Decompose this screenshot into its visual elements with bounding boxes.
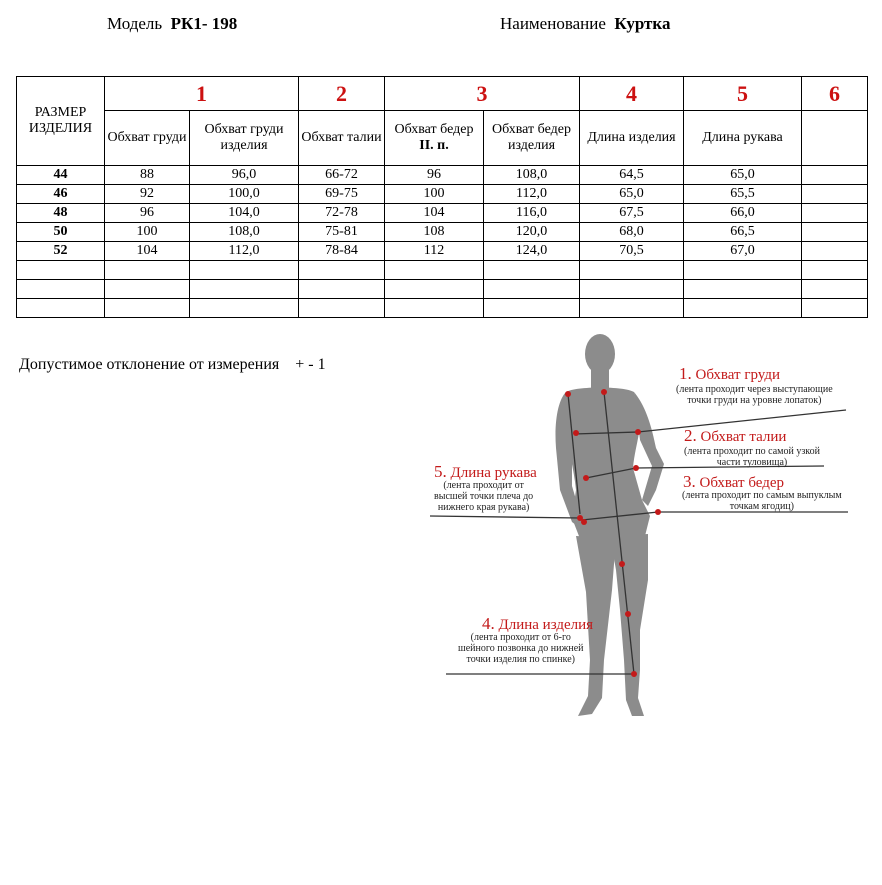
table-cell: [385, 280, 484, 299]
size-cell: 50: [17, 223, 105, 242]
size-cell: [17, 280, 105, 299]
table-cell: [802, 242, 868, 261]
size-cell: [17, 299, 105, 318]
group-number-1: 1: [105, 77, 299, 111]
group-number-2: 2: [299, 77, 385, 111]
size-header: РАЗМЕР ИЗДЕЛИЯ: [17, 77, 105, 166]
note-length: (лента проходит от 6-го шейного позвонка до нижней точки изделия по спинке): [458, 632, 584, 665]
tolerance-text: Допустимое отклонение от измерения: [19, 356, 280, 373]
name-value: Куртка: [614, 14, 671, 33]
table-cell: [105, 261, 190, 280]
label-length: 4. Длина изделия: [482, 614, 594, 633]
table-cell: [484, 299, 580, 318]
label-sleeve: 5. Длина рукава: [434, 462, 537, 481]
table-row: [17, 204, 868, 223]
table-cell: 67,5: [580, 204, 684, 223]
table-cell: 120,0: [484, 223, 580, 242]
name-header: [500, 14, 670, 34]
group-number-3: 3: [385, 77, 580, 111]
table-cell: [802, 166, 868, 185]
label-waist: 2. Обхват талии: [684, 426, 787, 445]
table-cell: 66,0: [684, 204, 802, 223]
size-cell: 48: [17, 204, 105, 223]
table-cell: [190, 299, 299, 318]
table-cell: [385, 261, 484, 280]
table-cell: [385, 299, 484, 318]
note-hips: (лента проходит по самым выпуклым точкам ягодиц): [682, 490, 842, 512]
size-cell: 52: [17, 242, 105, 261]
table-cell: 75-81: [299, 223, 385, 242]
table-cell: [684, 299, 802, 318]
table-cell: 70,5: [580, 242, 684, 261]
table-cell: [802, 261, 868, 280]
column-header: Обхват бедер II. п.: [385, 111, 484, 166]
table-cell: [802, 223, 868, 242]
column-header: Длина изделия: [580, 111, 684, 166]
note-chest: (лента проходит через выступающие точки груди на уровне лопаток): [676, 384, 833, 406]
table-cell: [802, 299, 868, 318]
measurement-diagram: [426, 330, 866, 720]
table-cell: 88: [105, 166, 190, 185]
name-label: Наименование: [500, 14, 606, 33]
table-cell: [802, 280, 868, 299]
note-sleeve: (лента проходит от высшей точки плеча до нижнего края рукава): [434, 480, 534, 513]
table-row: [17, 185, 868, 204]
table-cell: 100: [105, 223, 190, 242]
table-cell: 78-84: [299, 242, 385, 261]
table-cell: 112: [385, 242, 484, 261]
table-row: [17, 223, 868, 242]
tolerance-note: [19, 356, 326, 374]
size-cell: 46: [17, 185, 105, 204]
label-hips: 3. Обхват бедер: [683, 472, 785, 491]
table-cell: [684, 261, 802, 280]
model-value: РК1- 198: [170, 14, 238, 33]
table-cell: 100: [385, 185, 484, 204]
table-cell: 72-78: [299, 204, 385, 223]
table-cell: 108,0: [484, 166, 580, 185]
table-cell: [484, 280, 580, 299]
table-cell: 66-72: [299, 166, 385, 185]
table-row: [17, 299, 868, 318]
table-cell: [105, 280, 190, 299]
table-cell: 108,0: [190, 223, 299, 242]
table-cell: 104: [105, 242, 190, 261]
table-cell: 124,0: [484, 242, 580, 261]
table-cell: 65,0: [684, 166, 802, 185]
table-cell: 96: [105, 204, 190, 223]
group-number-6: 6: [802, 77, 868, 111]
table-cell: 92: [105, 185, 190, 204]
table-row: [17, 242, 868, 261]
table-cell: 67,0: [684, 242, 802, 261]
table-cell: 96,0: [190, 166, 299, 185]
table-cell: [299, 280, 385, 299]
model-label: Модель: [107, 14, 163, 33]
table-row: [17, 166, 868, 185]
table-cell: [580, 299, 684, 318]
table-cell: [299, 299, 385, 318]
table-cell: 104: [385, 204, 484, 223]
table-cell: 104,0: [190, 204, 299, 223]
column-header: [802, 111, 868, 166]
table-cell: 64,5: [580, 166, 684, 185]
column-header: Обхват бедер изделия: [484, 111, 580, 166]
size-table: [16, 76, 868, 318]
tolerance-value: + - 1: [295, 356, 326, 373]
column-header: Обхват груди: [105, 111, 190, 166]
table-cell: [684, 280, 802, 299]
size-cell: 44: [17, 166, 105, 185]
column-header: Обхват груди изделия: [190, 111, 299, 166]
table-cell: [580, 280, 684, 299]
table-cell: [105, 299, 190, 318]
table-cell: 66,5: [684, 223, 802, 242]
table-cell: 65,0: [580, 185, 684, 204]
table-row: [17, 280, 868, 299]
table-cell: 69-75: [299, 185, 385, 204]
table-cell: [802, 185, 868, 204]
table-row: [17, 261, 868, 280]
size-cell: [17, 261, 105, 280]
column-header: Длина рукава: [684, 111, 802, 166]
table-cell: 108: [385, 223, 484, 242]
table-cell: [190, 261, 299, 280]
table-cell: 116,0: [484, 204, 580, 223]
table-cell: [484, 261, 580, 280]
table-cell: 100,0: [190, 185, 299, 204]
table-cell: 96: [385, 166, 484, 185]
table-cell: 65,5: [684, 185, 802, 204]
table-cell: [190, 280, 299, 299]
table-cell: [802, 204, 868, 223]
label-chest: 1. Обхват груди: [679, 364, 781, 383]
group-number-5: 5: [684, 77, 802, 111]
table-cell: [299, 261, 385, 280]
table-cell: 112,0: [484, 185, 580, 204]
table-cell: 112,0: [190, 242, 299, 261]
table-cell: [580, 261, 684, 280]
model-header: [107, 14, 237, 34]
group-number-4: 4: [580, 77, 684, 111]
column-header: Обхват талии: [299, 111, 385, 166]
note-waist: (лента проходит по самой узкой части туловища): [684, 446, 820, 468]
table-cell: 68,0: [580, 223, 684, 242]
